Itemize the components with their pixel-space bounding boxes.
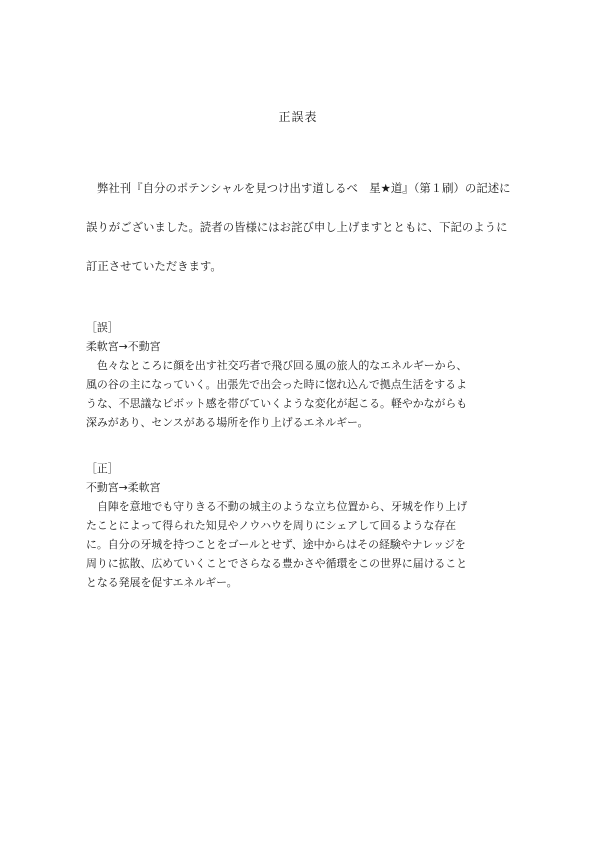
- intro-line: 誤りがございました。読者の皆様にはお詫び申し上げますとともに、下記のように: [86, 220, 508, 234]
- wrong-body-line: 風の谷の主になっていく。出張先で出会った時に惚れ込んで拠点生活をするよ: [86, 378, 467, 391]
- wrong-body-line: 色々なところに顔を出す社交巧者で飛び回る風の旅人的なエネルギーから、: [97, 359, 468, 372]
- wrong-section: [86, 318, 516, 432]
- intro-line: 弊社刊『自分のポテンシャルを見つけ出す道しるべ 星★道』（第１刷）の記述に: [97, 181, 511, 195]
- intro-line: 訂正させていただきます。: [86, 259, 222, 273]
- correct-body-line: 周りに拡散、広めていくことでさらなる豊かさや循環をこの世界に届けること: [86, 557, 468, 570]
- wrong-label: ［誤］: [86, 321, 119, 334]
- correct-body-line: に。自分の牙城を持つことをゴールとせず、途中からはその経験やナレッジを: [86, 538, 466, 551]
- wrong-body-line: うな、不思議なピボット感を帯びていくような変化が起こる。軽やかながらも: [86, 397, 468, 410]
- correct-section: [86, 459, 516, 592]
- correct-body-line: となる発展を促すエネルギー。: [86, 576, 238, 589]
- wrong-body-line: 深みがあり、センスがある場所を作り上げるエネルギー。: [86, 416, 369, 429]
- page-title: 正誤表: [278, 110, 318, 124]
- correct-body-line: 自陣を意地でも守りきる不動の城主のような立ち位置から、牙城を作り上げ: [97, 500, 468, 513]
- correct-label: ［正］: [86, 462, 119, 475]
- correct-body-line: たことによって得られた知見やノウハウを周りにシェアして回るような存在: [86, 519, 457, 532]
- intro-paragraph: [86, 178, 516, 295]
- correct-heading: 不動宮→柔軟宮: [86, 481, 161, 494]
- wrong-heading: 柔軟宮→不動宮: [86, 340, 161, 353]
